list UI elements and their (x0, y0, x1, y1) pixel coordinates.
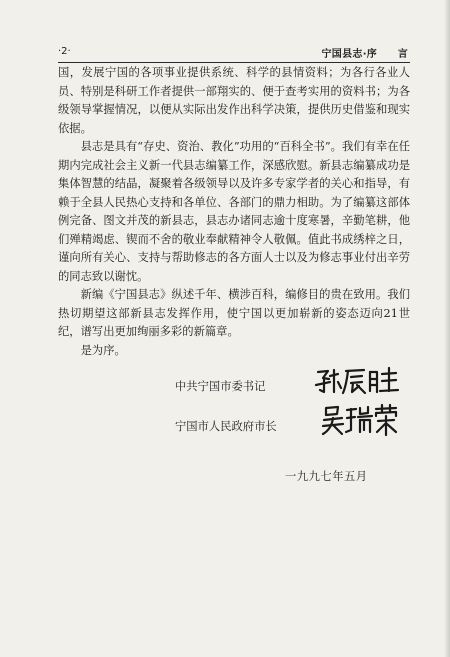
scan-edge-shadow (444, 0, 450, 657)
running-head: 宁国县志·序 言 (321, 49, 408, 60)
page-header (58, 44, 408, 60)
paragraph-4: 是为序。 (80, 343, 126, 357)
date-line: 一九九七年五月 (285, 470, 368, 483)
signature-title-party-secretary: 中共宁国市委书记 (175, 380, 266, 393)
paragraph-1: 国，发展宁国的各项事业提供系统、科学的县情资料；为各行各业人员、特别是科研工作者提供一部翔实的、便于查考实用的资料书；为各级领导掌握情况，以便从实际出发作出科学决策，提供历史借鉴和现实依据。 (58, 66, 410, 135)
body-text (58, 64, 410, 360)
page-number: ·2· (58, 46, 71, 57)
paragraph-3: 新编《宁国县志》纵述千年、横涉百科，编修目的贵在致用。我们热切期望这部新县志发挥作用，使宁国以更加崭新的姿态迈向21世纪，谱写出更加绚丽多彩的新篇章。 (58, 288, 410, 338)
handwritten-signature-1-image (312, 364, 400, 398)
paragraph-2: 县志是具有“存史、资治、教化”功用的“百科全书”。我们有幸在任期内完成社会主义新一代县志编纂工作，深感欣慰。新县志编纂成功是集体智慧的结晶，凝聚着各级领导以及许多专家学者的关心和指导，有赖于全县人民热心支持和各单位、各部门的鼎力相助。为了编纂这部体例完备、图文并茂的新县志，县志办诸同志逾十度寒暑，辛勤笔耕，他们殚精竭虑、锲而不舍的敬业奉献精神令人敬佩。值此书成绣梓之日，谨向所有关心、支持与帮助修志的各方面人士以及为修志事业付出辛劳的同志致以谢忱。 (58, 140, 410, 283)
signature-title-mayor: 宁国市人民政府市长 (175, 420, 277, 433)
header-rule (58, 62, 410, 63)
handwritten-signature-2-image (320, 402, 400, 438)
